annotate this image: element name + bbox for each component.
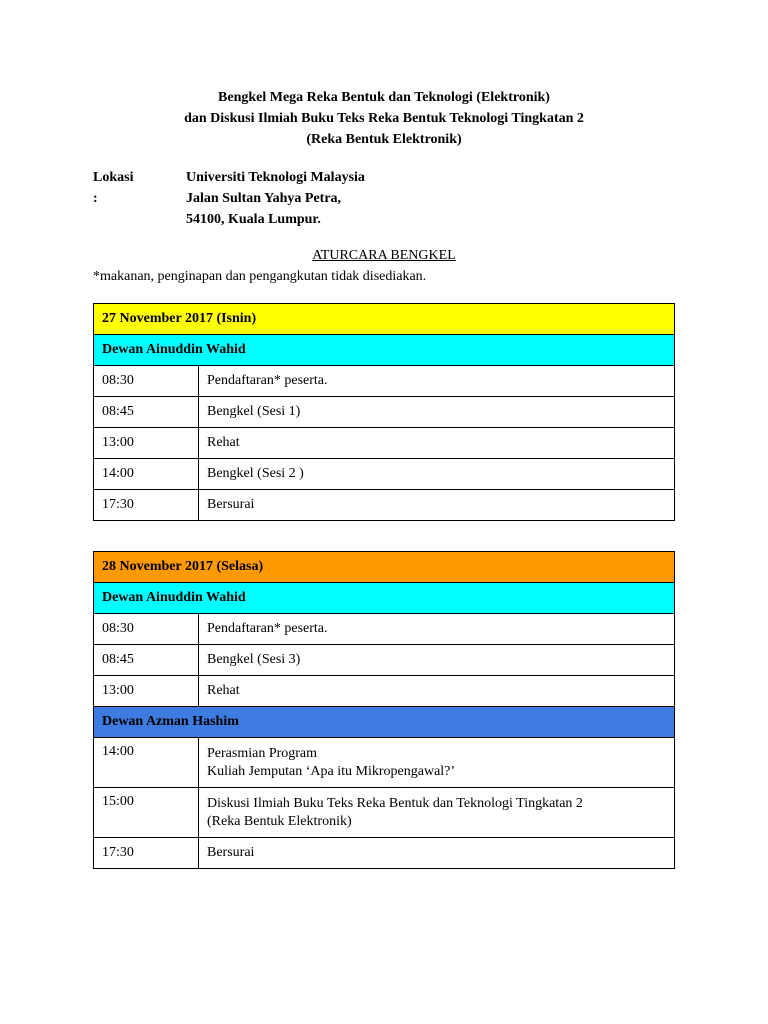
activity-line: Kuliah Jemputan ‘Apa itu Mikropengawal?’ <box>207 763 456 779</box>
day2-venue1-header: Dewan Ainuddin Wahid <box>94 583 675 614</box>
table-row <box>94 366 675 397</box>
time-cell: 13:00 <box>94 428 199 459</box>
activity-cell: Bengkel (Sesi 2 ) <box>199 459 675 490</box>
document-title <box>0 87 768 150</box>
time-cell: 08:30 <box>94 614 199 645</box>
time-cell: 17:30 <box>94 490 199 521</box>
table-row <box>94 490 675 521</box>
table-row <box>94 397 675 428</box>
time-cell: 14:00 <box>94 738 199 788</box>
time-cell: 13:00 <box>94 676 199 707</box>
location-label: Lokasi : <box>93 170 134 206</box>
day1-date-header: 27 November 2017 (Isnin) <box>94 304 675 335</box>
day2-schedule-table <box>93 551 675 869</box>
time-cell: 15:00 <box>94 788 199 838</box>
activity-cell: Pendaftaran* peserta. <box>199 614 675 645</box>
activity-cell: Bengkel (Sesi 1) <box>199 397 675 428</box>
day1-schedule-table <box>93 303 675 521</box>
day1-venue-header: Dewan Ainuddin Wahid <box>94 335 675 366</box>
activity-cell: Bersurai <box>199 838 675 869</box>
table-row <box>94 676 675 707</box>
location-line-3: 54100, Kuala Lumpur. <box>186 212 321 227</box>
activity-cell <box>199 788 675 838</box>
schedule-note: *makanan, penginapan dan pengangkutan tidak disediakan. <box>93 269 427 284</box>
location-line-1: Universiti Teknologi Malaysia <box>186 170 365 185</box>
activity-cell <box>199 738 675 788</box>
location-line-2: Jalan Sultan Yahya Petra, <box>186 191 342 206</box>
table-row <box>94 738 675 788</box>
time-cell: 17:30 <box>94 838 199 869</box>
table-row <box>94 428 675 459</box>
activity-cell: Bengkel (Sesi 3) <box>199 645 675 676</box>
schedule-heading: ATURCARA BENGKEL <box>312 248 456 263</box>
day2-date-header: 28 November 2017 (Selasa) <box>94 552 675 583</box>
table-row <box>94 459 675 490</box>
activity-line: (Reka Bentuk Elektronik) <box>207 813 352 829</box>
table-row <box>94 614 675 645</box>
activity-line: Diskusi Ilmiah Buku Teks Reka Bentuk dan Teknologi Tingkatan 2 <box>207 795 583 811</box>
activity-cell: Pendaftaran* peserta. <box>199 366 675 397</box>
day2-venue2-header: Dewan Azman Hashim <box>94 707 675 738</box>
title-line-1: Bengkel Mega Reka Bentuk dan Teknologi (Elektronik) <box>218 90 550 105</box>
activity-cell: Rehat <box>199 428 675 459</box>
time-cell: 14:00 <box>94 459 199 490</box>
title-line-3: (Reka Bentuk Elektronik) <box>306 132 462 147</box>
time-cell: 08:30 <box>94 366 199 397</box>
table-row <box>94 788 675 838</box>
table-row <box>94 838 675 869</box>
activity-cell: Bersurai <box>199 490 675 521</box>
activity-cell: Rehat <box>199 676 675 707</box>
table-row <box>94 645 675 676</box>
time-cell: 08:45 <box>94 397 199 428</box>
title-line-2: dan Diskusi Ilmiah Buku Teks Reka Bentuk Teknologi Tingkatan 2 <box>184 111 584 126</box>
activity-line: Perasmian Program <box>207 745 318 761</box>
time-cell: 08:45 <box>94 645 199 676</box>
